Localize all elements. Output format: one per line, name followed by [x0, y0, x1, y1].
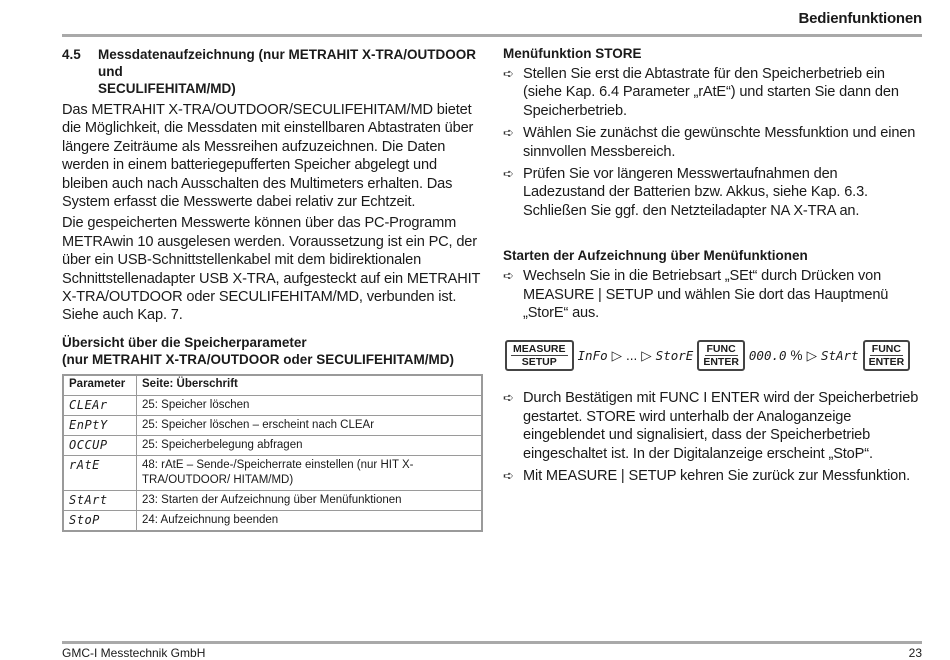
bullet-text: Prüfen Sie vor längeren Messwertaufnahmen den Ladezustand der Batterien bzw. Akkus, siehe Kap. 6.3. Schließen Sie ggf. den Netzteiladapter NA X-TRA an. — [523, 166, 868, 219]
arrow-icon: ➪ — [503, 268, 514, 284]
page-header-title: Bedienfunktionen — [798, 10, 922, 27]
display-info: InFo — [577, 348, 608, 364]
list-item — [503, 124, 923, 161]
list-item — [503, 65, 923, 120]
section-title-line2: SECULIFEHITAM/MD) — [98, 81, 236, 96]
list-item — [503, 267, 923, 322]
right-column — [503, 46, 923, 486]
page-number: 23 — [908, 646, 922, 660]
intro-paragraph: Das METRAHIT X-TRA/OUTDOOR/SECULIFEHITAM/MD bietet die Möglichkeit, die Messdaten mit einstellbaren Abtastraten über längere Zeiträume als Messreihen aufzuzeichnen. Die Daten werden in einem batteriegepufferten Speicher abgelegt und bleiben auch nach Ausschalten des Multimeters erhalten. Das System erfasst die Messwerte dabei relativ zur Echtzeit. — [62, 102, 474, 211]
triangle-right-icon: ▷ — [806, 347, 817, 363]
func-enter-key — [863, 340, 911, 371]
display-value: 000.0 — [748, 348, 787, 364]
key-bottom-label: ENTER — [703, 356, 739, 369]
display-store: StorE — [655, 348, 694, 364]
store-menu-heading: Menüfunktion STORE — [503, 46, 642, 61]
footer-company: GMC-I Messtechnik GmbH — [62, 646, 206, 660]
table-row — [63, 435, 482, 455]
overview-heading-line1: Übersicht über die Speicherparameter — [62, 334, 307, 350]
footer-rule — [62, 641, 922, 644]
arrow-icon: ➪ — [503, 66, 514, 81]
section-number: 4.5 — [62, 47, 81, 62]
table-row — [63, 510, 482, 531]
triangle-right-icon: ▷ — [611, 347, 623, 363]
param-description: 48: rAtE – Sende-/Speicherrate einstellen (nur HIT X-TRA/OUTDOOR/ HITAM/MD) — [137, 455, 483, 490]
list-item — [503, 389, 923, 463]
param-code: CLEAr — [63, 395, 137, 415]
key-bottom-label: SETUP — [521, 356, 557, 369]
key-top-label: FUNC — [871, 343, 901, 356]
param-code: rAtE — [63, 455, 137, 490]
param-code: EnPtY — [63, 415, 137, 435]
parameter-table — [62, 374, 483, 532]
display-start: StArt — [820, 348, 859, 364]
param-description: 24: Aufzeichnung beenden — [137, 510, 483, 531]
param-description: 25: Speicherbelegung abfragen — [137, 435, 483, 455]
overview-heading — [62, 334, 485, 368]
arrow-icon: ➪ — [503, 390, 514, 406]
table-header-page: Seite: Überschrift — [137, 375, 483, 396]
func-enter-key — [697, 340, 745, 371]
menu-sequence — [505, 340, 923, 371]
param-description: 25: Speicher löschen – erscheint nach CLEAr — [137, 415, 483, 435]
param-code: StoP — [63, 510, 137, 531]
readout-paragraph: Die gespeicherten Messwerte können über das PC-Programm METRAwin 10 ausgelesen werden. Voraussetzung ist ein PC, der über ein USB-Schnittstellenkabel mit dem bidirektionalen Schnittstellenadapter USB X-TRA, aufgesteckt auf ein METRAHIT X-TRA/OUTDOOR oder SECULIFEHITAM/MD, verbunden ist. Siehe auch Kap. 7. — [62, 215, 481, 324]
arrow-icon: ➪ — [503, 166, 514, 182]
table-row — [63, 395, 482, 415]
param-description: 25: Speicher löschen — [137, 395, 483, 415]
ellipsis: ... — [626, 348, 638, 364]
bullet-text: Wählen Sie zunächst die gewünschte Messfunktion und einen sinnvollen Messbereich. — [523, 125, 916, 160]
bullet-text: Wechseln Sie in die Betriebsart „SEt“ durch Drücken von MEASURE | SETUP und wählen Sie dort das Hauptmenü „StorE“ aus. — [523, 268, 889, 322]
table-header-parameter: Parameter — [63, 375, 137, 396]
key-bottom-label: ENTER — [868, 356, 905, 369]
header-rule — [62, 34, 922, 37]
bullet-text: Stellen Sie erst die Abtastrate für den Speicherbetrieb ein (siehe Kap. 6.4 Parameter „rAtE“) und starten Sie dann den Speicherbetrieb. — [523, 66, 899, 119]
bullet-text: Durch Bestätigen mit FUNC I ENTER wird der Speicherbetrieb gestartet. STORE wird unterhalb der Analoganzeige eingeblendet und signalisiert, dass der Speicherbetrieb eingeschaltet ist. In der Digitalanzeige erscheint „StoP“. — [523, 390, 919, 462]
arrow-icon: ➪ — [503, 125, 514, 141]
section-heading — [62, 46, 485, 97]
key-top-label: FUNC — [706, 343, 736, 356]
table-row — [63, 415, 482, 435]
param-code: StArt — [63, 490, 137, 510]
key-top-label: MEASURE — [513, 343, 566, 356]
start-recording-heading: Starten der Aufzeichnung über Menüfunktionen — [503, 248, 808, 264]
triangle-right-icon: ▷ — [641, 347, 652, 363]
arrow-icon: ➪ — [503, 468, 514, 484]
left-column — [62, 46, 485, 532]
table-row — [63, 490, 482, 510]
section-title-line1: Messdatenaufzeichnung (nur METRAHIT X-TRA/OUTDOOR und — [98, 47, 476, 79]
param-description: 23: Starten der Aufzeichnung über Menüfunktionen — [137, 490, 483, 510]
measure-setup-key — [505, 340, 574, 371]
list-item — [503, 467, 923, 485]
percent-sign: % — [790, 348, 803, 364]
bullet-text: Mit MEASURE | SETUP kehren Sie zurück zur Messfunktion. — [523, 468, 910, 485]
section-title — [98, 46, 485, 97]
overview-heading-line2: (nur METRAHIT X-TRA/OUTDOOR oder SECULIFEHITAM/MD) — [62, 351, 454, 367]
list-item — [503, 165, 923, 220]
table-header-row — [63, 375, 482, 396]
table-row — [63, 455, 482, 490]
param-code: OCCUP — [63, 435, 137, 455]
